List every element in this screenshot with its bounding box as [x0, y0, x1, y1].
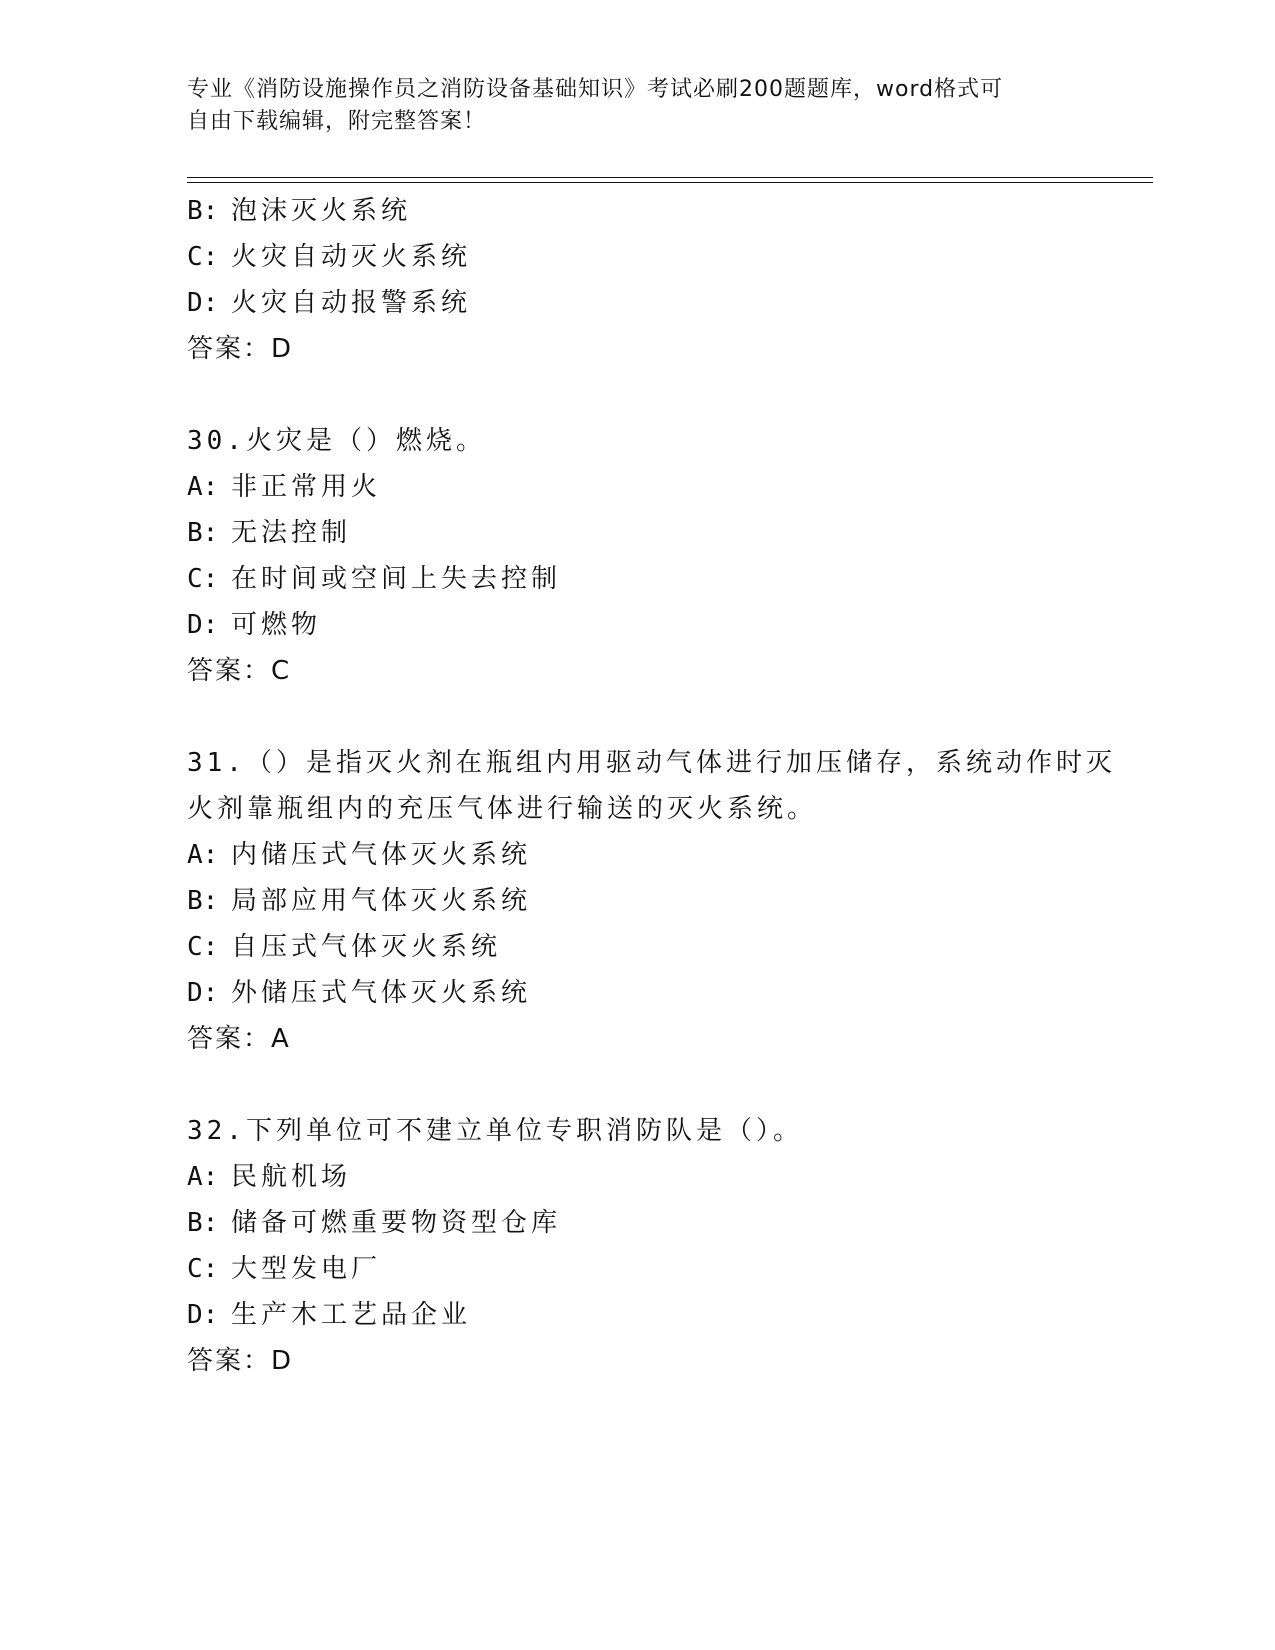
option-c — [187, 1246, 1087, 1292]
option-key: D: — [187, 610, 219, 640]
question-list — [187, 188, 1116, 1384]
header-line-1: 专业《消防设施操作员之消防设备基础知识》考试必刷200题题库，word格式可 — [187, 77, 1004, 102]
answer-line: 答案：C — [187, 656, 292, 686]
question-text-continued: 火剂靠瓶组内的充压气体进行输送的灭火系统。 — [187, 794, 818, 824]
option-key: A: — [187, 1162, 219, 1192]
option-a — [187, 832, 1087, 878]
option-text: 泡沫灭火系统 — [231, 196, 412, 226]
spacer — [187, 372, 1087, 418]
option-key: A: — [187, 472, 219, 502]
answer-line: 答案：D — [187, 334, 294, 364]
option-key: B: — [187, 886, 219, 916]
option-c — [187, 556, 1087, 602]
option-text: 民航机场 — [231, 1162, 352, 1192]
option-text: 可燃物 — [231, 610, 322, 640]
option-text: 火灾自动灭火系统 — [231, 242, 472, 272]
answer-line: 答案：A — [187, 1024, 291, 1054]
question-32 — [187, 1108, 1087, 1384]
spacer — [187, 1062, 1087, 1108]
question-fragment — [187, 188, 1087, 372]
option-b — [187, 188, 1087, 234]
option-key: B: — [187, 1208, 219, 1238]
option-text: 内储压式气体灭火系统 — [231, 840, 532, 870]
option-key: C: — [187, 242, 219, 272]
question-text: 31.（）是指灭火剂在瓶组内用驱动气体进行加压储存，系统动作时灭 — [187, 748, 1116, 778]
option-key: B: — [187, 518, 219, 548]
option-b — [187, 878, 1087, 924]
option-c — [187, 924, 1087, 970]
question-text: 30.火灾是（）燃烧。 — [187, 426, 486, 456]
question-text: 32.下列单位可不建立单位专职消防队是（）。 — [187, 1116, 803, 1146]
option-d — [187, 970, 1087, 1016]
option-text: 大型发电厂 — [231, 1254, 382, 1284]
spacer — [187, 694, 1087, 740]
option-b — [187, 510, 1087, 556]
option-text: 储备可燃重要物资型仓库 — [231, 1208, 562, 1238]
option-text: 火灾自动报警系统 — [231, 288, 472, 318]
option-key: C: — [187, 564, 219, 594]
option-text: 局部应用气体灭火系统 — [231, 886, 532, 916]
option-text: 在时间或空间上失去控制 — [231, 564, 562, 594]
option-key: D: — [187, 978, 219, 1008]
option-d — [187, 1292, 1087, 1338]
option-key: D: — [187, 1300, 219, 1330]
question-31 — [187, 740, 1116, 1062]
document-header — [187, 74, 1067, 138]
option-text: 外储压式气体灭火系统 — [231, 978, 532, 1008]
header-rule-top — [187, 177, 1153, 178]
option-key: D: — [187, 288, 219, 318]
option-text: 无法控制 — [231, 518, 352, 548]
header-rule-bottom — [187, 182, 1153, 183]
answer-line: 答案：D — [187, 1346, 294, 1376]
option-a — [187, 464, 1087, 510]
option-c — [187, 234, 1087, 280]
option-d — [187, 280, 1087, 326]
question-30 — [187, 418, 1087, 694]
option-text: 生产木工艺品企业 — [231, 1300, 472, 1330]
option-d — [187, 602, 1087, 648]
option-key: C: — [187, 1254, 219, 1284]
option-text: 自压式气体灭火系统 — [231, 932, 502, 962]
option-key: C: — [187, 932, 219, 962]
option-b — [187, 1200, 1087, 1246]
option-key: A: — [187, 840, 219, 870]
option-key: B: — [187, 196, 219, 226]
option-text: 非正常用火 — [231, 472, 382, 502]
header-line-2: 自由下载编辑，附完整答案！ — [187, 109, 487, 134]
option-a — [187, 1154, 1087, 1200]
